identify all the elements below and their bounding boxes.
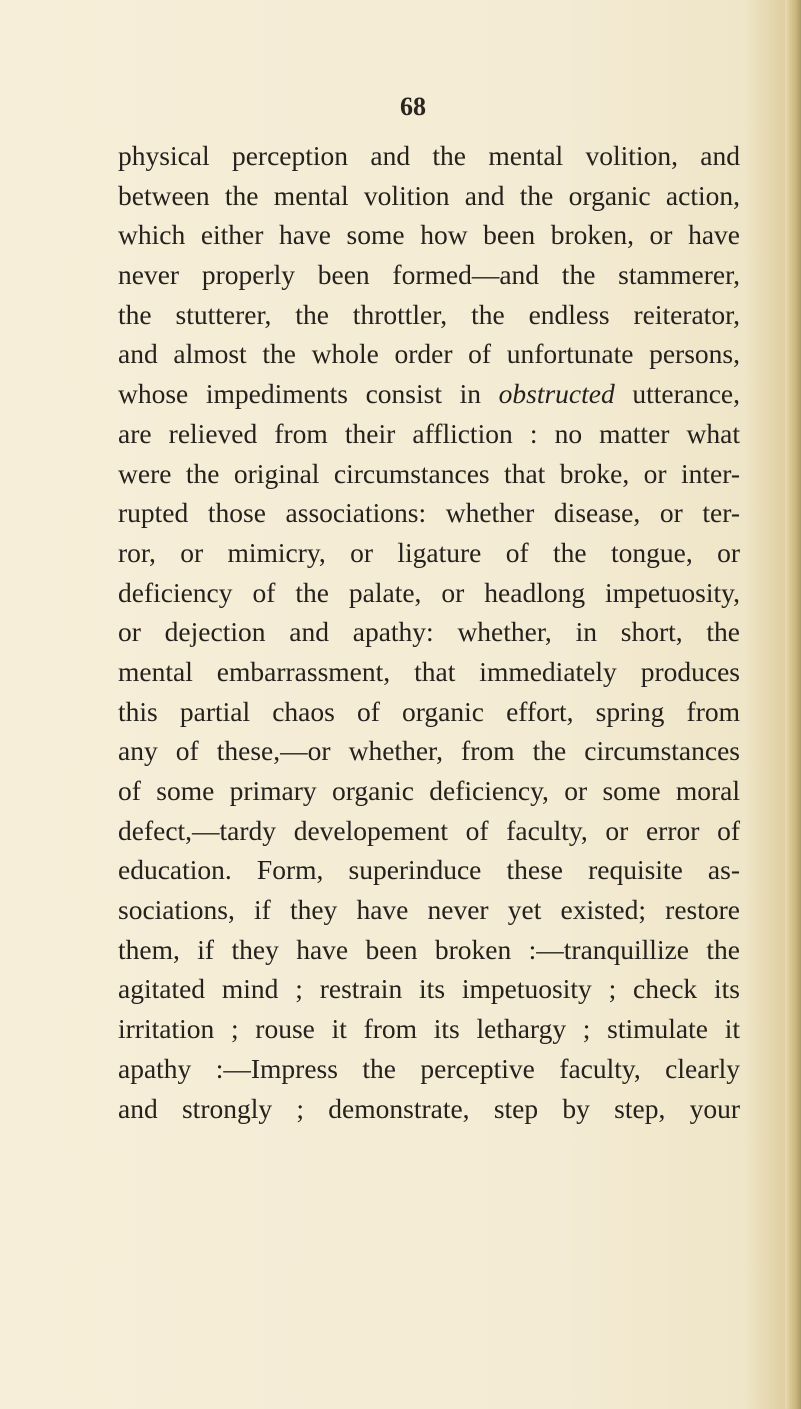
text-line-10: rupted those associations: whether disease, or ter-	[118, 497, 740, 529]
text-line-4: never properly been formed—and the stammerer,	[118, 259, 740, 291]
page-edge-shadow	[785, 0, 801, 1409]
text-line-25: and strongly ; demonstrate, step by step, your	[118, 1092, 740, 1124]
text-line-16: any of these,—or whether, from the circumstances	[118, 735, 740, 767]
text-line-20: sociations, if they have never yet existed; restore	[118, 894, 740, 926]
text-line-9: were the original circumstances that broke, or inter-	[118, 457, 740, 489]
text-line-7-after: utterance,	[614, 378, 740, 410]
text-line-12: deficiency of the palate, or headlong impetuosity,	[118, 576, 740, 608]
text-line-11: ror, or mimicry, or ligature of the tongue, or	[118, 536, 740, 568]
text-line-3: which either have some how been broken, or have	[118, 219, 740, 251]
page-number: 68	[400, 92, 426, 121]
text-line-6: and almost the whole order of unfortunate persons,	[118, 338, 740, 370]
text-line-24: apathy :—Impress the perceptive faculty, clearly	[118, 1052, 740, 1084]
text-line-1: physical perception and the mental volition, and	[118, 140, 740, 171]
text-line-22: agitated mind ; restrain its impetuosity ; check its	[118, 973, 740, 1005]
text-line-7-before: whose impediments consist in	[118, 378, 499, 410]
text-line-5: the stutterer, the throttler, the endless reiterator,	[118, 298, 740, 330]
text-line-17: of some primary organic deficiency, or some moral	[118, 775, 740, 806]
text-line-8: are relieved from their affliction : no matter what	[118, 417, 740, 449]
text-line-23: irritation ; rouse it from its lethargy ; stimulate it	[118, 1013, 740, 1045]
text-line-18: defect,—tardy developement of faculty, or error of	[118, 814, 740, 846]
text-line-19: education. Form, superinduce these requisite as-	[118, 854, 740, 886]
text-line-15: this partial chaos of organic effort, spring from	[118, 695, 740, 727]
text-line-2: between the mental volition and the organic action,	[118, 179, 740, 211]
text-line-13: or dejection and apathy: whether, in short, the	[118, 616, 740, 648]
text-line-14: mental embarrassment, that immediately produces	[118, 655, 740, 687]
italic-word: obstructed	[498, 378, 615, 410]
text-line-21: them, if they have been broken :—tranquillize the	[118, 933, 740, 965]
body-text	[118, 136, 740, 1128]
text-line-7	[118, 374, 740, 414]
